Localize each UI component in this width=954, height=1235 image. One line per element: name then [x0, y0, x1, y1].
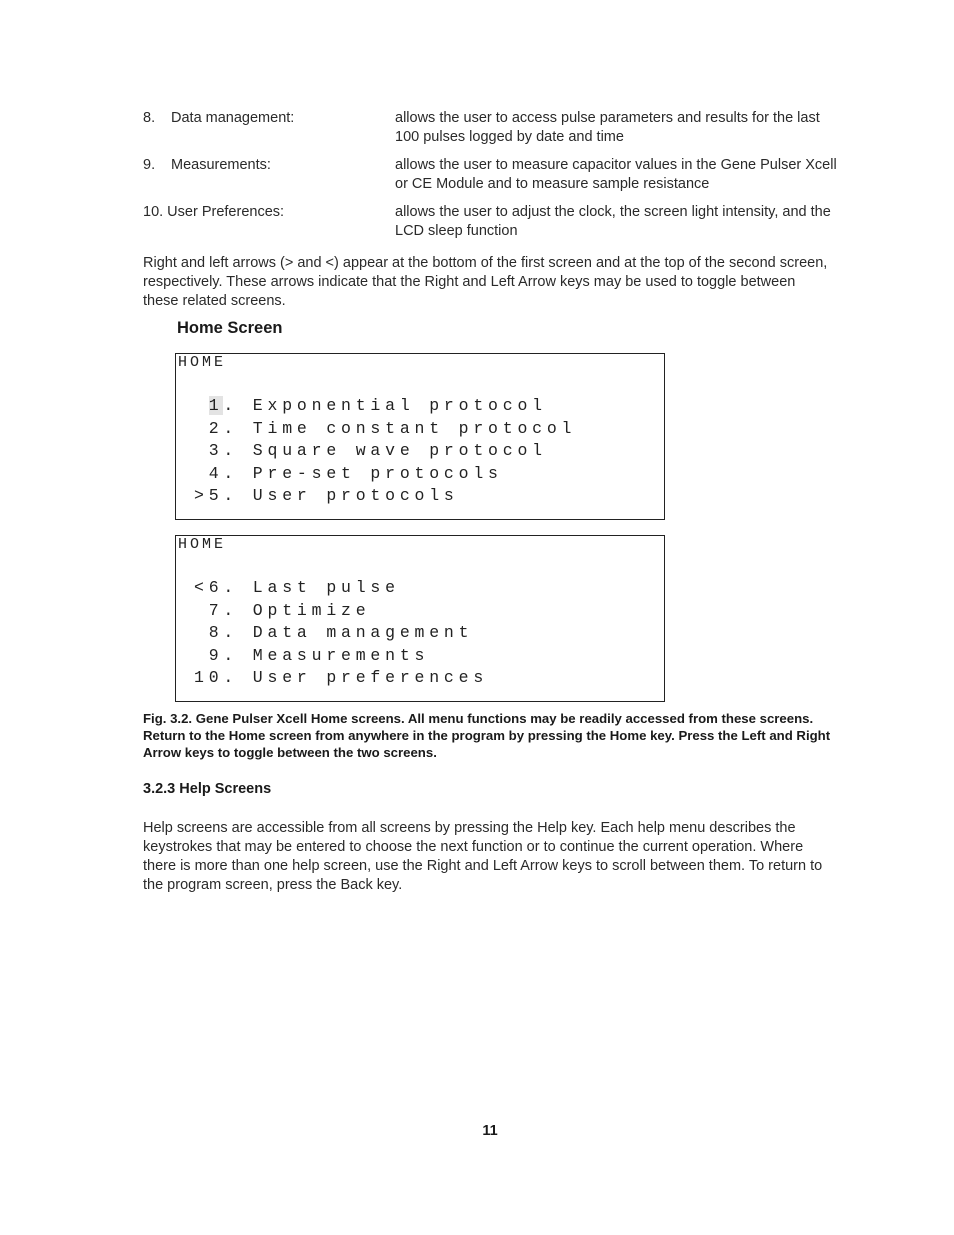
item-name: 10. User Preferences: — [143, 204, 285, 220]
item-name: Measurements: — [171, 157, 271, 173]
lcd-menu-line — [194, 464, 503, 483]
lcd-title: HOME — [178, 354, 227, 371]
lcd-menu-line — [194, 419, 576, 438]
arrows-paragraph: Right and left arrows (> and <) appear at the bottom of the first screen and at the top of the second screen, respectively. These arrows indicate that the Right and Left Arrow keys may be used to toggle between these related screens. — [143, 255, 828, 309]
line-text: . User protocols — [223, 486, 459, 505]
lcd-menu-line — [194, 441, 547, 460]
home-screen-heading: Home Screen — [177, 319, 283, 337]
line-prefix — [194, 419, 209, 438]
line-prefix — [194, 464, 209, 483]
line-number: 2 — [208, 419, 224, 438]
item-description: allows the user to measure capacitor values in the Gene Pulser Xcell or CE Module and to measure sample resistance — [395, 157, 837, 192]
line-number: 4 — [208, 464, 224, 483]
section-heading: 3.2.3 Help Screens — [143, 781, 272, 797]
line-prefix — [194, 396, 209, 415]
item-name: Data management: — [171, 110, 295, 126]
item-number: 9. — [143, 157, 156, 173]
line-text: . Square wave protocol — [223, 441, 547, 460]
line-prefix: > — [194, 486, 209, 505]
line-prefix — [194, 441, 209, 460]
lcd-menu-line: 8. Data management — [194, 623, 474, 642]
lcd-menu-line: 7. Optimize — [194, 601, 371, 620]
lcd-menu-line: <6. Last pulse — [194, 578, 400, 597]
lcd-title: HOME — [178, 536, 227, 553]
line-number: 3 — [208, 441, 224, 460]
line-text: . Pre-set protocols — [223, 464, 503, 483]
lcd-menu-line — [194, 396, 547, 415]
item-number: 8. — [143, 110, 156, 126]
lcd-menu-line — [194, 486, 459, 505]
cursor-highlight: 1 — [208, 396, 224, 415]
lcd-menu-line: 9. Measurements — [194, 646, 430, 665]
lcd-home-screen-2 — [175, 535, 665, 702]
help-paragraph: Help screens are accessible from all screens by pressing the Help key. Each help menu describes the keystrokes that may be entered to choose the next function or to continue the current operation. Where there is more than one help screen, use the Right and Left Arrow keys to scroll between them. To return to the program screen, press the Back key. — [143, 820, 823, 893]
figure-caption: Fig. 3.2. Gene Pulser Xcell Home screens. All menu functions may be readily accessed from these screens. Return to the Home screen from anywhere in the program by pressing the Home key. Press the Left and Right Arrow keys to toggle between the two screens. — [143, 711, 831, 760]
item-description: allows the user to access pulse parameters and results for the last 100 pulses logged by date and time — [395, 110, 820, 145]
lcd-menu-line: 10. User preferences — [194, 668, 489, 687]
lcd-home-screen-1 — [175, 353, 665, 520]
line-text: . Time constant protocol — [223, 419, 577, 438]
page-number: 11 — [482, 1123, 498, 1139]
item-description: allows the user to adjust the clock, the screen light intensity, and the LCD sleep function — [395, 204, 831, 239]
line-number: 5 — [208, 486, 224, 505]
line-text: . Exponential protocol — [223, 396, 547, 415]
